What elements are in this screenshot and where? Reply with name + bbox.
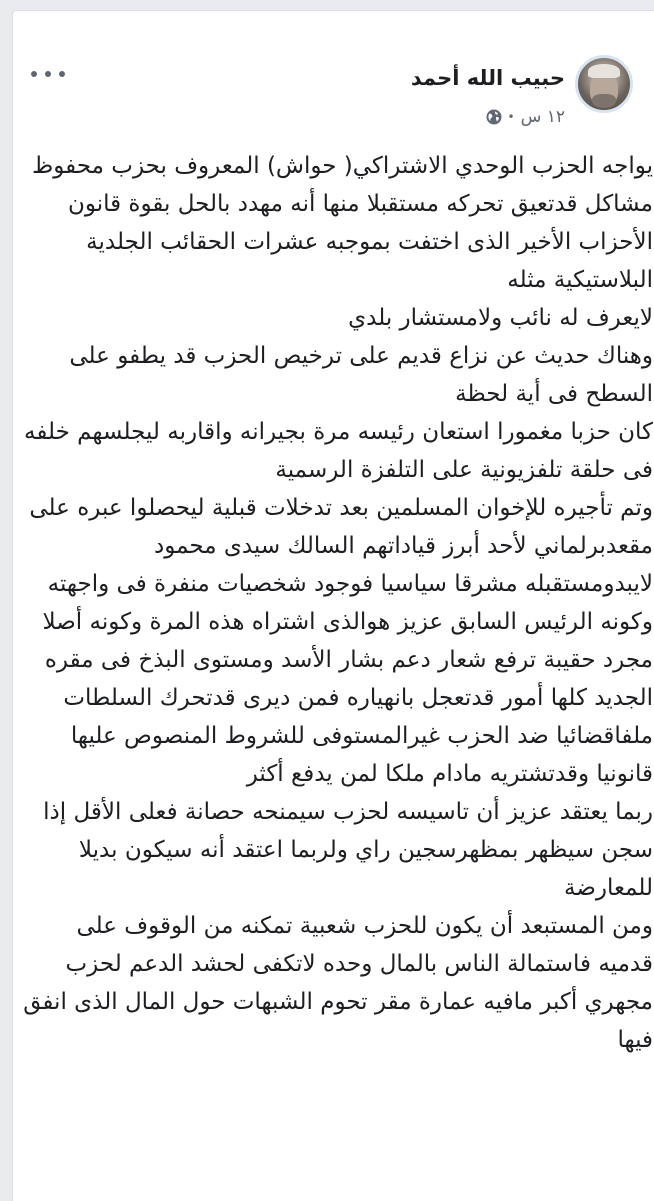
globe-icon[interactable] bbox=[486, 109, 502, 125]
avatar-hair bbox=[588, 64, 620, 78]
author-avatar[interactable] bbox=[575, 55, 633, 113]
more-options-button[interactable] bbox=[31, 67, 65, 81]
meta-separator: • bbox=[507, 110, 515, 124]
post-paragraph: ومن المستبعد أن يكون للحزب شعبية تمكنه من الوقوف على قدميه فاستمالة الناس بالمال وحده لاتكفى لحشد الدعم لحزب مجهري أكبر مافيه عمارة مقر تحوم الشبهات حول المال الذى انفق فيها bbox=[23, 913, 653, 1053]
avatar-beard bbox=[592, 94, 616, 108]
post-paragraph: لايبدومستقبله مشرقا سياسيا فوجود شخصيات منفرة فى واجهته وكونه الرئيس السابق عزيز هوالذى اشتراه هذه المرة وكونه أصلا مجرد حقيبة ترفع شعار دعم بشار الأسد ومستوى البذخ فى مقره الجديد كلها أمور قدتعجل بانهياره فمن ديرى قدتحرك السلطات ملفاقضائيا ضد الحزب غيرالمستوفى للشروط المنصوص عليها قانونيا وقدتشتريه مادام ملكا لمن يدفع أكثر bbox=[42, 571, 653, 787]
post-paragraph: وتم تأجيره للإخوان المسلمين بعد تدخلات قبلية ليحصلوا عبره على مقعدبرلماني لأحد أبرز قياداتهم السالك سيدى محمود bbox=[29, 495, 653, 559]
post-paragraph: لايعرف له نائب ولامستشار بلدي bbox=[348, 305, 653, 331]
more-options-icon-dot bbox=[59, 71, 65, 77]
post-paragraph: وهناك حديث عن نزاع قديم على ترخيص الحزب قد يطفو على السطح فى أية لحظة bbox=[69, 343, 653, 407]
post-time[interactable]: ١٢ س bbox=[520, 107, 565, 127]
post-meta bbox=[486, 107, 566, 127]
more-options-icon-dot bbox=[31, 71, 37, 77]
post-header bbox=[13, 11, 654, 141]
post-card bbox=[12, 10, 654, 1201]
post-paragraph: ربما يعتقد عزيز أن تاسيسه لحزب سيمنحه حصانة فعلى الأقل إذا سجن سيظهر بمظهرسجين راي ولربما اعتقد أنه سيكون بديلا للمعارضة bbox=[43, 799, 653, 901]
author-name[interactable]: حبيب الله أحمد bbox=[410, 66, 565, 90]
post-text bbox=[23, 147, 653, 1059]
post-paragraph: كان حزبا مغمورا استعان رئيسه مرة بجيرانه واقاربه ليجلسهم خلفه فى حلقة تلفزيونية على التلفزة الرسمية bbox=[24, 419, 653, 483]
more-options-icon-dot bbox=[45, 71, 51, 77]
post-paragraph: يواجه الحزب الوحدي الاشتراكي( حواش) المعروف بحزب محفوظ مشاكل قدتعيق تحركه مستقبلا منها أنه مهدد بالحل بقوة قانون الأحزاب الأخير الذى اختفت بموجبه عشرات الحقائب الجلدية البلاستيكية مثله bbox=[32, 153, 653, 293]
